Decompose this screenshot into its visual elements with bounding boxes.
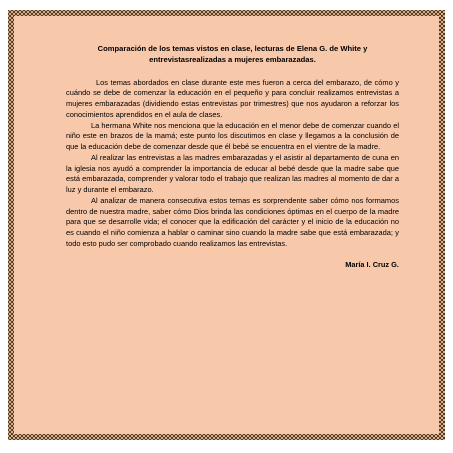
document-title: Comparación de los temas vistos en clase, lecturas de Elena G. de White y entrevistasrealizadas a mujeres embarazadas. bbox=[97, 44, 368, 64]
document-body bbox=[14, 16, 439, 434]
paragraph-2: La hermana White nos menciona que la educación en el menor debe de comenzar cuando el niño este en brazos de la mamá; este punto los discutimos en clase y llegamos a la conclusión de que la educación debe de comenzar desde que él bebé se encuentra en el vientre de la madre. bbox=[66, 120, 399, 152]
decorative-border bbox=[8, 10, 445, 440]
paragraph-3: Al realizar las entrevistas a las madres embarazadas y el asistir al departamento de cuna en la iglesia nos ayudó a comprender la importancia de educar al bebé desde que la madre sabe que está embarazada, comprender y valorar todo el trabajo que realizan las madres al momento de dar a luz y durante el embarazo. bbox=[66, 152, 399, 195]
paragraph-1: Los temas abordados en clase durante este mes fueron a cerca del embarazo, de cómo y cuándo se debe de comenzar la educación en el pequeño y para concluir realizamos entrevistas a mujeres embarazadas (dividiendo estas entrevistas por trimestres) que nos ayudaron a reforzar los conocimientos aprendidos en el aula de clases. bbox=[66, 77, 399, 119]
paragraph-4: Al analizar de manera consecutiva estos temas es sorprendente saber cómo nos formamos dentro de nuestra madre, saber cómo Dios brinda las condiciones óptimas en el cuerpo de la madre para que se desarrolle vida; el conocer que la edificación del carácter y el inicio de la educación no es cuando el niño comienza a hablar o caminar sino cuando la madre sabe que está embarazada; y todo esto pudo ser comprobado cuando realizamos las entrevistas. bbox=[66, 195, 399, 248]
author-signature: María I. Cruz G. bbox=[345, 259, 399, 269]
